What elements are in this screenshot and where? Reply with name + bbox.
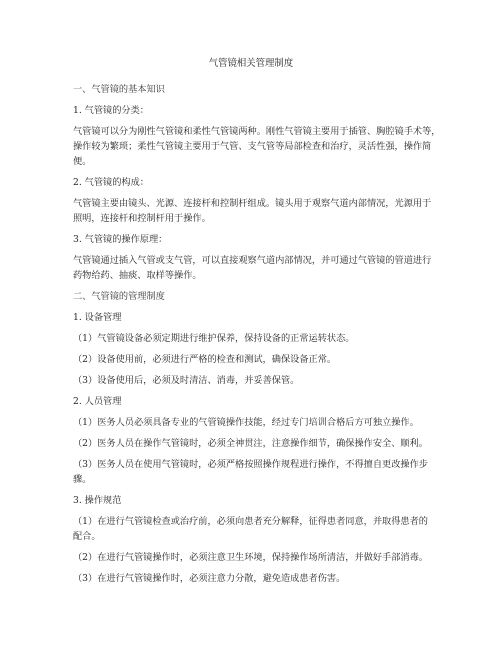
list-item-continuation: 骤。 — [73, 474, 92, 485]
section-heading-basic-knowledge: 一、气管镜的基本知识 — [73, 84, 165, 95]
subheading-classification: 1. 气管镜的分类： — [73, 105, 149, 116]
paragraph-line: 气管镜通过插入气管或支气管，可以直接观察气道内部情况，并可通过气管镜的管道进行 — [73, 255, 432, 266]
list-item: （1）医务人员必须具备专业的气管镜操作技能，经过专门培训合格后方可独立操作。 — [73, 417, 419, 428]
paragraph-line: 便。 — [73, 156, 92, 167]
paragraph-line: 照明，连接杆和控制杆用于操作。 — [73, 213, 211, 224]
paragraph-line: 气管镜主要由镜头、光源、连接杆和控制杆组成。镜头用于观察气道内部情况，光源用于 — [73, 198, 432, 209]
document-title: 气管镜相关管理制度 — [208, 58, 294, 69]
subheading-equipment: 1. 设备管理 — [73, 312, 122, 323]
paragraph-line: 气管镜可以分为刚性气管镜和柔性气管镜两种。刚性气管镜主要用于插管、胸腔镜手术等， — [73, 126, 441, 137]
list-item: （2）设备使用前，必须进行严格的检查和测试，确保设备正常。 — [73, 354, 337, 365]
subheading-composition: 2. 气管镜的构成： — [73, 177, 149, 188]
list-item: （1）在进行气管镜检查或治疗前，必须向患者充分解释，征得患者同意，并取得患者的 — [73, 516, 428, 527]
list-item: （1）气管镜设备必须定期进行维护保养，保持设备的正常运转状态。 — [73, 333, 355, 344]
subheading-operation: 3. 操作规范 — [73, 495, 122, 506]
section-heading-management: 二、气管镜的管理制度 — [73, 291, 165, 302]
list-item: （2）在进行气管镜操作时，必须注意卫生环境，保持操作场所清洁，并做好手部消毒。 — [73, 552, 428, 563]
paragraph-line: 操作较为繁琐；柔性气管镜主要用于气管、支气管等局部检查和治疗，灵活性强，操作简 — [73, 141, 432, 152]
subheading-personnel: 2. 人员管理 — [73, 396, 122, 407]
list-item: （3）在进行气管镜操作时，必须注意力分散，避免造成患者伤害。 — [73, 573, 346, 584]
list-item: （3）设备使用后，必须及时清洁、消毒，并妥善保管。 — [73, 375, 300, 386]
list-item: （2）医务人员在操作气管镜时，必须全神贯注，注意操作细节，确保操作安全、顺利。 — [73, 438, 428, 449]
list-item-continuation: 配合。 — [73, 531, 101, 542]
paragraph-line: 药物给药、抽痰、取样等操作。 — [73, 270, 202, 281]
subheading-principle: 3. 气管镜的操作原理： — [73, 234, 168, 245]
list-item: （3）医务人员在使用气管镜时，必须严格按照操作规程进行操作，不得擅自更改操作步 — [73, 459, 428, 470]
